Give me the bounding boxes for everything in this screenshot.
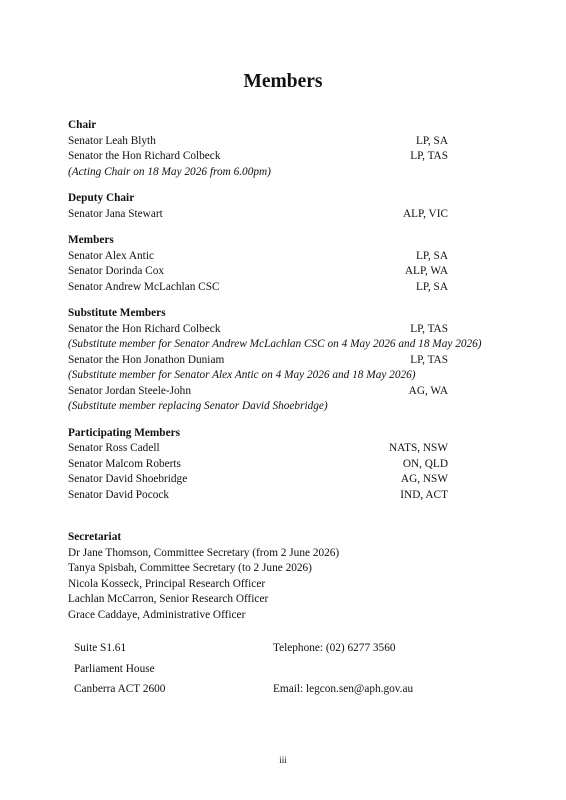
member-party: NATS, NSW (389, 442, 448, 454)
member-party: ON, QLD (402, 457, 448, 470)
member-name: Senator Jana Stewart (68, 207, 163, 220)
secretariat-line: Tanya Spisbah, Committee Secretary (to 2 June 2026) (68, 562, 312, 574)
participating-members-section (68, 426, 448, 504)
member-row (68, 149, 448, 165)
member-name: Senator Leah Blyth (68, 134, 156, 147)
member-party: AG, NSW (400, 473, 448, 485)
section-heading: Chair (68, 119, 97, 131)
member-name: Senator David Pocock (68, 488, 170, 501)
address-line: Suite S1.61 (74, 642, 127, 654)
member-party: ALP, VIC (403, 207, 448, 220)
deputy-chair-section (68, 191, 448, 222)
member-party: ALP, WA (404, 265, 448, 277)
member-name: Senator Malcom Roberts (68, 457, 181, 470)
page-title: Members (243, 71, 323, 92)
member-party: AG, WA (408, 384, 448, 397)
member-row (68, 207, 448, 223)
member-note: (Acting Chair on 18 May 2026 from 6.00pm) (68, 165, 271, 178)
address-line: Canberra ACT 2600 (74, 683, 166, 695)
member-party: LP, SA (415, 280, 448, 293)
member-row (68, 134, 448, 150)
contact-spacer (273, 659, 474, 680)
member-name: Senator the Hon Richard Colbeck (68, 322, 221, 335)
chair-section (68, 118, 448, 180)
section-heading: Substitute Members (68, 307, 166, 319)
member-name: Senator Alex Antic (68, 249, 154, 262)
member-row (68, 322, 448, 338)
member-row (68, 249, 448, 265)
member-row (68, 457, 448, 473)
substitute-members-section (68, 306, 482, 415)
member-row (68, 441, 448, 457)
members-section (68, 233, 448, 295)
member-name: Senator Jordan Steele-John (68, 384, 191, 397)
secretariat-line: Dr Jane Thomson, Committee Secretary (from 2 June 2026) (68, 546, 340, 559)
member-party: LP, SA (415, 134, 448, 147)
member-note: (Substitute member for Senator Alex Antic on 4 May 2026 and 18 May 2026) (68, 369, 416, 381)
member-row (68, 384, 448, 400)
page-number: iii (279, 755, 287, 765)
member-name: Senator Andrew McLachlan CSC (68, 280, 220, 293)
member-party: LP, TAS (410, 353, 448, 366)
section-heading: Participating Members (68, 426, 180, 439)
member-party: LP, TAS (410, 322, 448, 335)
members-list (68, 118, 482, 514)
secretariat-section (68, 530, 488, 623)
email: Email: legcon.sen@aph.gov.au (273, 683, 414, 695)
member-row (68, 280, 448, 296)
secretariat-line: Lachlan McCarron, Senior Research Officer (68, 593, 269, 605)
member-row (68, 353, 448, 369)
member-party: IND, ACT (400, 488, 448, 501)
secretariat-line: Grace Caddaye, Administrative Officer (68, 608, 246, 621)
member-name: Senator the Hon Richard Colbeck (68, 150, 221, 162)
member-party: LP, TAS (410, 150, 448, 162)
member-row (68, 264, 448, 280)
member-row (68, 488, 448, 504)
member-name: Senator Ross Cadell (68, 442, 160, 454)
member-name: Senator David Shoebridge (68, 473, 188, 485)
address-line: Parliament House (74, 662, 155, 675)
member-note: (Substitute member for Senator Andrew McLachlan CSC on 4 May 2026 and 18 May 2026) (68, 338, 482, 350)
section-heading: Members (68, 234, 114, 246)
section-heading: Deputy Chair (68, 192, 135, 204)
member-name: Senator Dorinda Cox (68, 265, 165, 277)
secretariat-line: Nicola Kosseck, Principal Research Officer (68, 577, 266, 590)
contact-details (74, 638, 474, 700)
section-heading: Secretariat (68, 531, 122, 543)
member-row (68, 472, 448, 488)
member-note: (Substitute member replacing Senator David Shoebridge) (68, 400, 328, 412)
member-party: LP, SA (415, 249, 448, 262)
telephone: Telephone: (02) 6277 3560 (273, 642, 396, 654)
member-name: Senator the Hon Jonathon Duniam (68, 353, 225, 366)
